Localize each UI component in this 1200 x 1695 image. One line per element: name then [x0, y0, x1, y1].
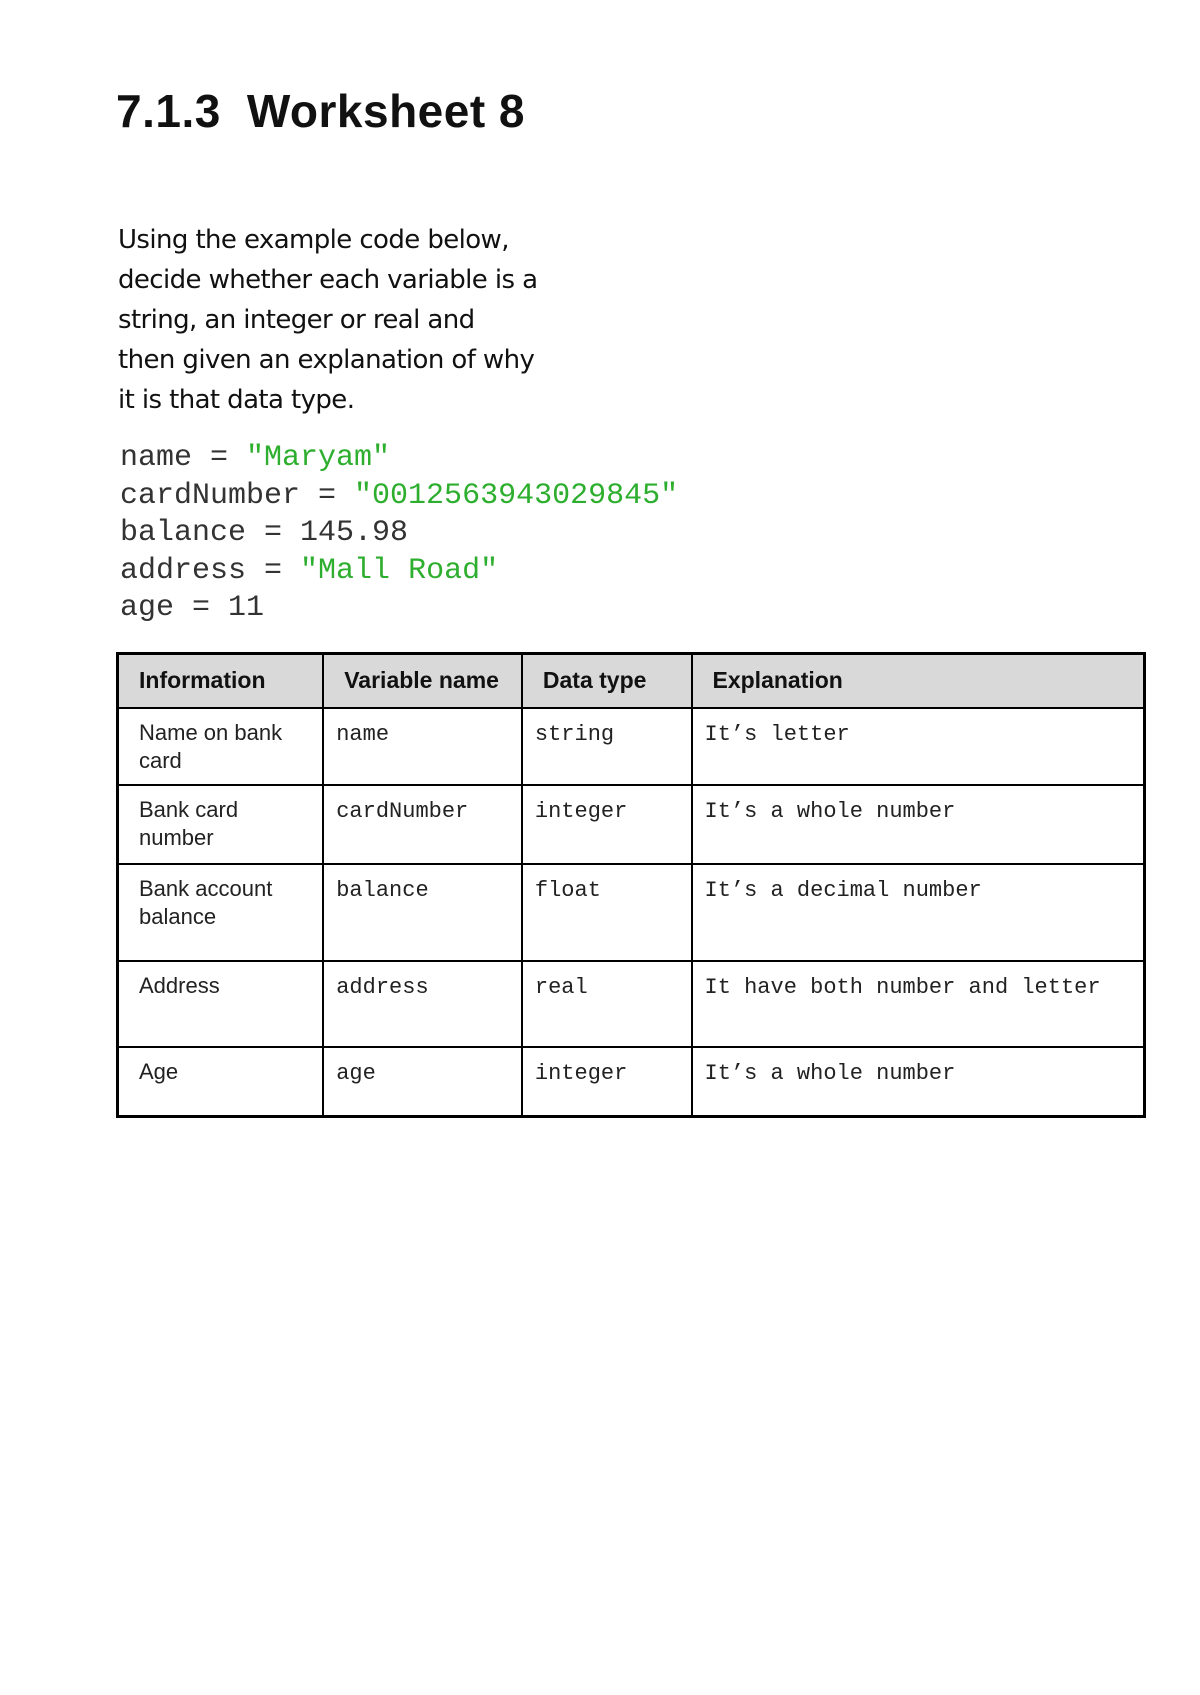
code-operator: = — [246, 516, 301, 550]
code-value: "Maryam" — [246, 441, 391, 475]
instruction-line: string, an integer or real and — [118, 305, 475, 335]
variable-name-cell: cardNumber — [323, 785, 522, 864]
explanation-cell: It’s a whole number — [692, 785, 1145, 864]
worksheet-title: Worksheet 8 — [246, 85, 526, 137]
data-type-cell: integer — [522, 785, 692, 864]
code-value: 145.98 — [300, 516, 409, 550]
header-data-type: Data type — [522, 654, 692, 708]
data-type-cell: float — [522, 864, 692, 961]
explanation-cell: It’s a decimal number — [692, 864, 1145, 961]
code-variable: name — [120, 441, 193, 475]
variable-name-cell: age — [323, 1047, 522, 1117]
header-information: Information — [118, 654, 324, 708]
table-row — [118, 708, 1145, 785]
code-variable: address — [120, 553, 247, 588]
code-variable: balance — [120, 516, 247, 550]
code-line — [120, 553, 678, 591]
variable-name-cell: balance — [323, 864, 522, 961]
explanation-cell: It’s a whole number — [692, 1047, 1145, 1117]
instruction-line: then given an explanation of why — [118, 345, 535, 375]
header-variable-name: Variable name — [323, 654, 522, 708]
information-cell: Address — [118, 961, 324, 1047]
code-example — [120, 440, 678, 628]
code-operator: = — [246, 553, 301, 588]
code-operator: = — [192, 441, 247, 475]
table-row — [118, 864, 1145, 961]
information-cell: Bank card number — [118, 785, 324, 864]
variable-name-cell: name — [323, 708, 522, 785]
data-type-cell: string — [522, 708, 692, 785]
information-cell: Age — [118, 1047, 324, 1117]
code-line — [120, 440, 678, 478]
code-line — [120, 515, 678, 553]
header-explanation: Explanation — [692, 654, 1145, 708]
instruction-line: Using the example code below, — [118, 225, 509, 255]
instructions-paragraph — [118, 220, 537, 420]
code-line — [120, 478, 678, 516]
instruction-line: decide whether each variable is a — [118, 265, 538, 295]
table-row — [118, 785, 1145, 864]
explanation-cell: It have both number and letter — [692, 961, 1145, 1047]
data-type-cell: real — [522, 961, 692, 1047]
code-variable: cardNumber — [120, 478, 301, 513]
variable-name-cell: address — [323, 961, 522, 1047]
information-cell: Name on bank card — [118, 708, 324, 785]
table-row — [118, 961, 1145, 1047]
section-number: 7.1.3 — [116, 85, 221, 137]
explanation-cell: It’s letter — [692, 708, 1145, 785]
information-cell: Bank account balance — [118, 864, 324, 961]
code-operator: = — [174, 591, 229, 625]
data-types-table — [116, 652, 1146, 1118]
code-value: 11 — [228, 591, 265, 625]
code-line — [120, 590, 678, 628]
data-type-cell: integer — [522, 1047, 692, 1117]
table-header-row — [118, 654, 1145, 708]
code-variable: age — [120, 591, 175, 625]
table-row — [118, 1047, 1145, 1117]
code-value: "0012563943029845" — [354, 478, 679, 513]
instruction-line: it is that data type. — [118, 385, 355, 415]
page-title — [116, 84, 525, 138]
code-value: "Mall Road" — [300, 553, 499, 588]
code-operator: = — [300, 478, 355, 513]
